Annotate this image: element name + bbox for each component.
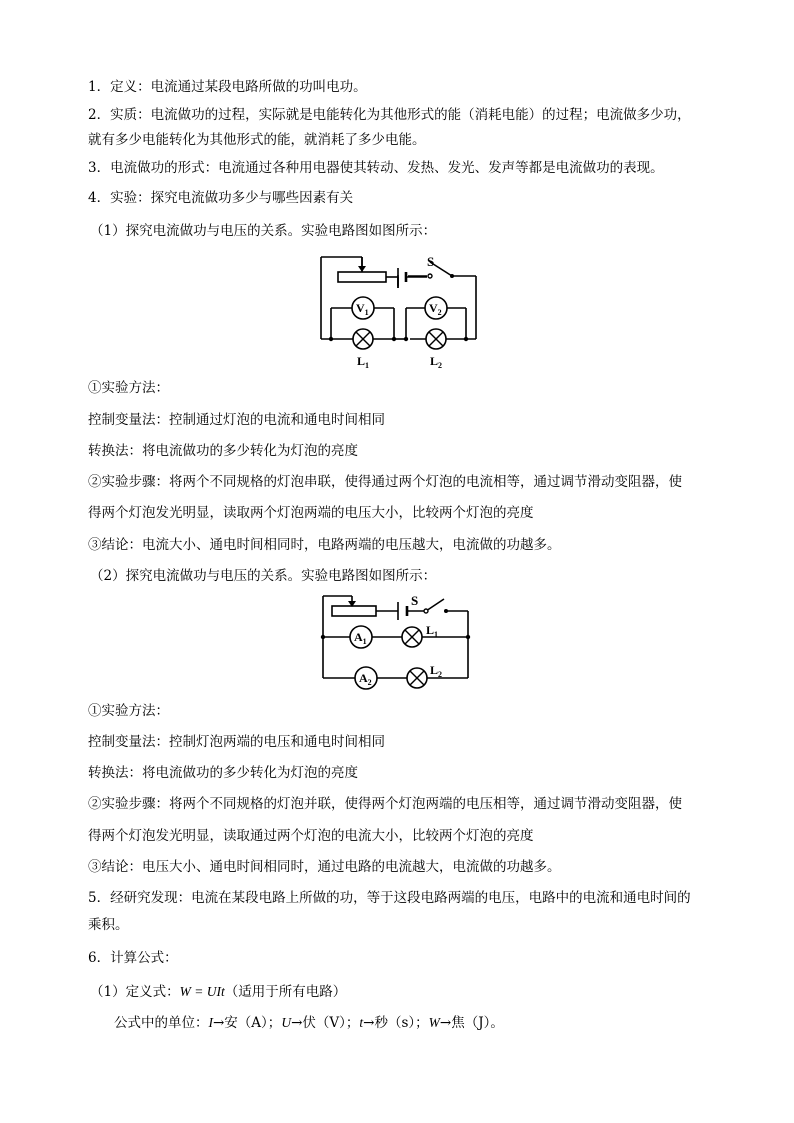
steps2-line-1: ②实验步骤：将两个不同规格的灯泡并联，使得两个灯泡两端的电压相等，通过调节滑动变阻器，使	[88, 796, 682, 812]
definition-formula-line: （1）定义式：W = UIt（适用于所有电路）	[90, 984, 347, 1000]
lamp-1-label: $L_1$	[357, 354, 370, 370]
lamp-1-icon	[353, 329, 373, 349]
lamp-2-label: $L_2$	[430, 663, 443, 679]
lamp-1-icon	[402, 627, 422, 647]
steps2-line-2: 得两个灯泡发光明显，读取通过两个灯泡的电流大小，比较两个灯泡的亮度	[88, 828, 534, 844]
steps1-line-2: 得两个灯泡发光明显，读取两个灯泡两端的电压大小，比较两个灯泡的亮度	[88, 505, 534, 521]
series-circuit-svg	[314, 248, 484, 374]
work-forms-line: 3．电流做功的形式：电流通过各种用电器使其转动、发热、发光、发声等都是电流做功的表现。	[88, 160, 664, 176]
parallel-circuit-diagram	[316, 590, 480, 694]
method2-control: 控制变量法：控制灯泡两端的电压和通电时间相同	[88, 734, 385, 750]
ammeter-1-label: $A_1$	[354, 630, 367, 646]
voltmeter-2-label: $V_2$	[429, 301, 442, 317]
method2-conversion: 转换法：将电流做功的多少转化为灯泡的亮度	[88, 765, 358, 781]
voltmeter-1-label: $V_1$	[356, 301, 369, 317]
definition-line: 1．定义：电流通过某段电路所做的功叫电功。	[88, 79, 367, 95]
method1-heading: ①实验方法：	[88, 380, 169, 396]
lamp-2-icon	[407, 668, 427, 688]
switch-label: S	[411, 593, 419, 608]
formula-expression: W = UIt	[179, 984, 225, 999]
switch-label: S	[427, 254, 435, 269]
ammeter-2-label: $A_2$	[359, 671, 372, 687]
experiment1-heading: （1）探究电流做功与电压的关系。实验电路图如图所示：	[90, 223, 437, 239]
research-finding-line-1: 5．经研究发现：电流在某段电路上所做的功，等于这段电路两端的电压，电路中的电流和通电时间的	[88, 890, 691, 906]
steps1-line-1: ②实验步骤：将两个不同规格的灯泡串联，使得通过两个灯泡的电流相等，通过调节滑动变阻器，使	[88, 474, 682, 490]
lamp-2-icon	[426, 329, 446, 349]
formula-heading: 6．计算公式：	[88, 950, 178, 966]
essence-line-2: 就有多少电能转化为其他形式的能，就消耗了多少电能。	[88, 132, 426, 148]
method2-heading: ①实验方法：	[88, 703, 169, 719]
conclusion2-line: ③结论：电压大小、通电时间相同时，通过电路的电流越大，电流做的功越多。	[88, 859, 561, 875]
experiment-heading: 4．实验：探究电流做功多少与哪些因素有关	[88, 190, 354, 206]
lamp-1-label: $L_1$	[426, 623, 439, 639]
conclusion1-line: ③结论：电流大小、通电时间相同时，电路两端的电压越大，电流做的功越多。	[88, 537, 561, 553]
series-circuit-diagram	[314, 248, 484, 374]
method1-control: 控制变量法：控制通过灯泡的电流和通电时间相同	[88, 412, 385, 428]
essence-line-1: 2．实质：电流做功的过程，实际就是电能转化为其他形式的能（消耗电能）的过程；电流做多少功，	[88, 107, 691, 123]
parallel-circuit-svg	[316, 590, 480, 694]
experiment2-heading: （2）探究电流做功与电压的关系。实验电路图如图所示：	[90, 568, 437, 584]
lamp-2-label: $L_2$	[430, 354, 443, 370]
formula-units-line: 公式中的单位：I→安（A）；U→伏（V）；t→秒（s）；W→焦（J）。	[114, 1015, 504, 1031]
method1-conversion: 转换法：将电流做功的多少转化为灯泡的亮度	[88, 443, 358, 459]
research-finding-line-2: 乘积。	[88, 917, 129, 933]
